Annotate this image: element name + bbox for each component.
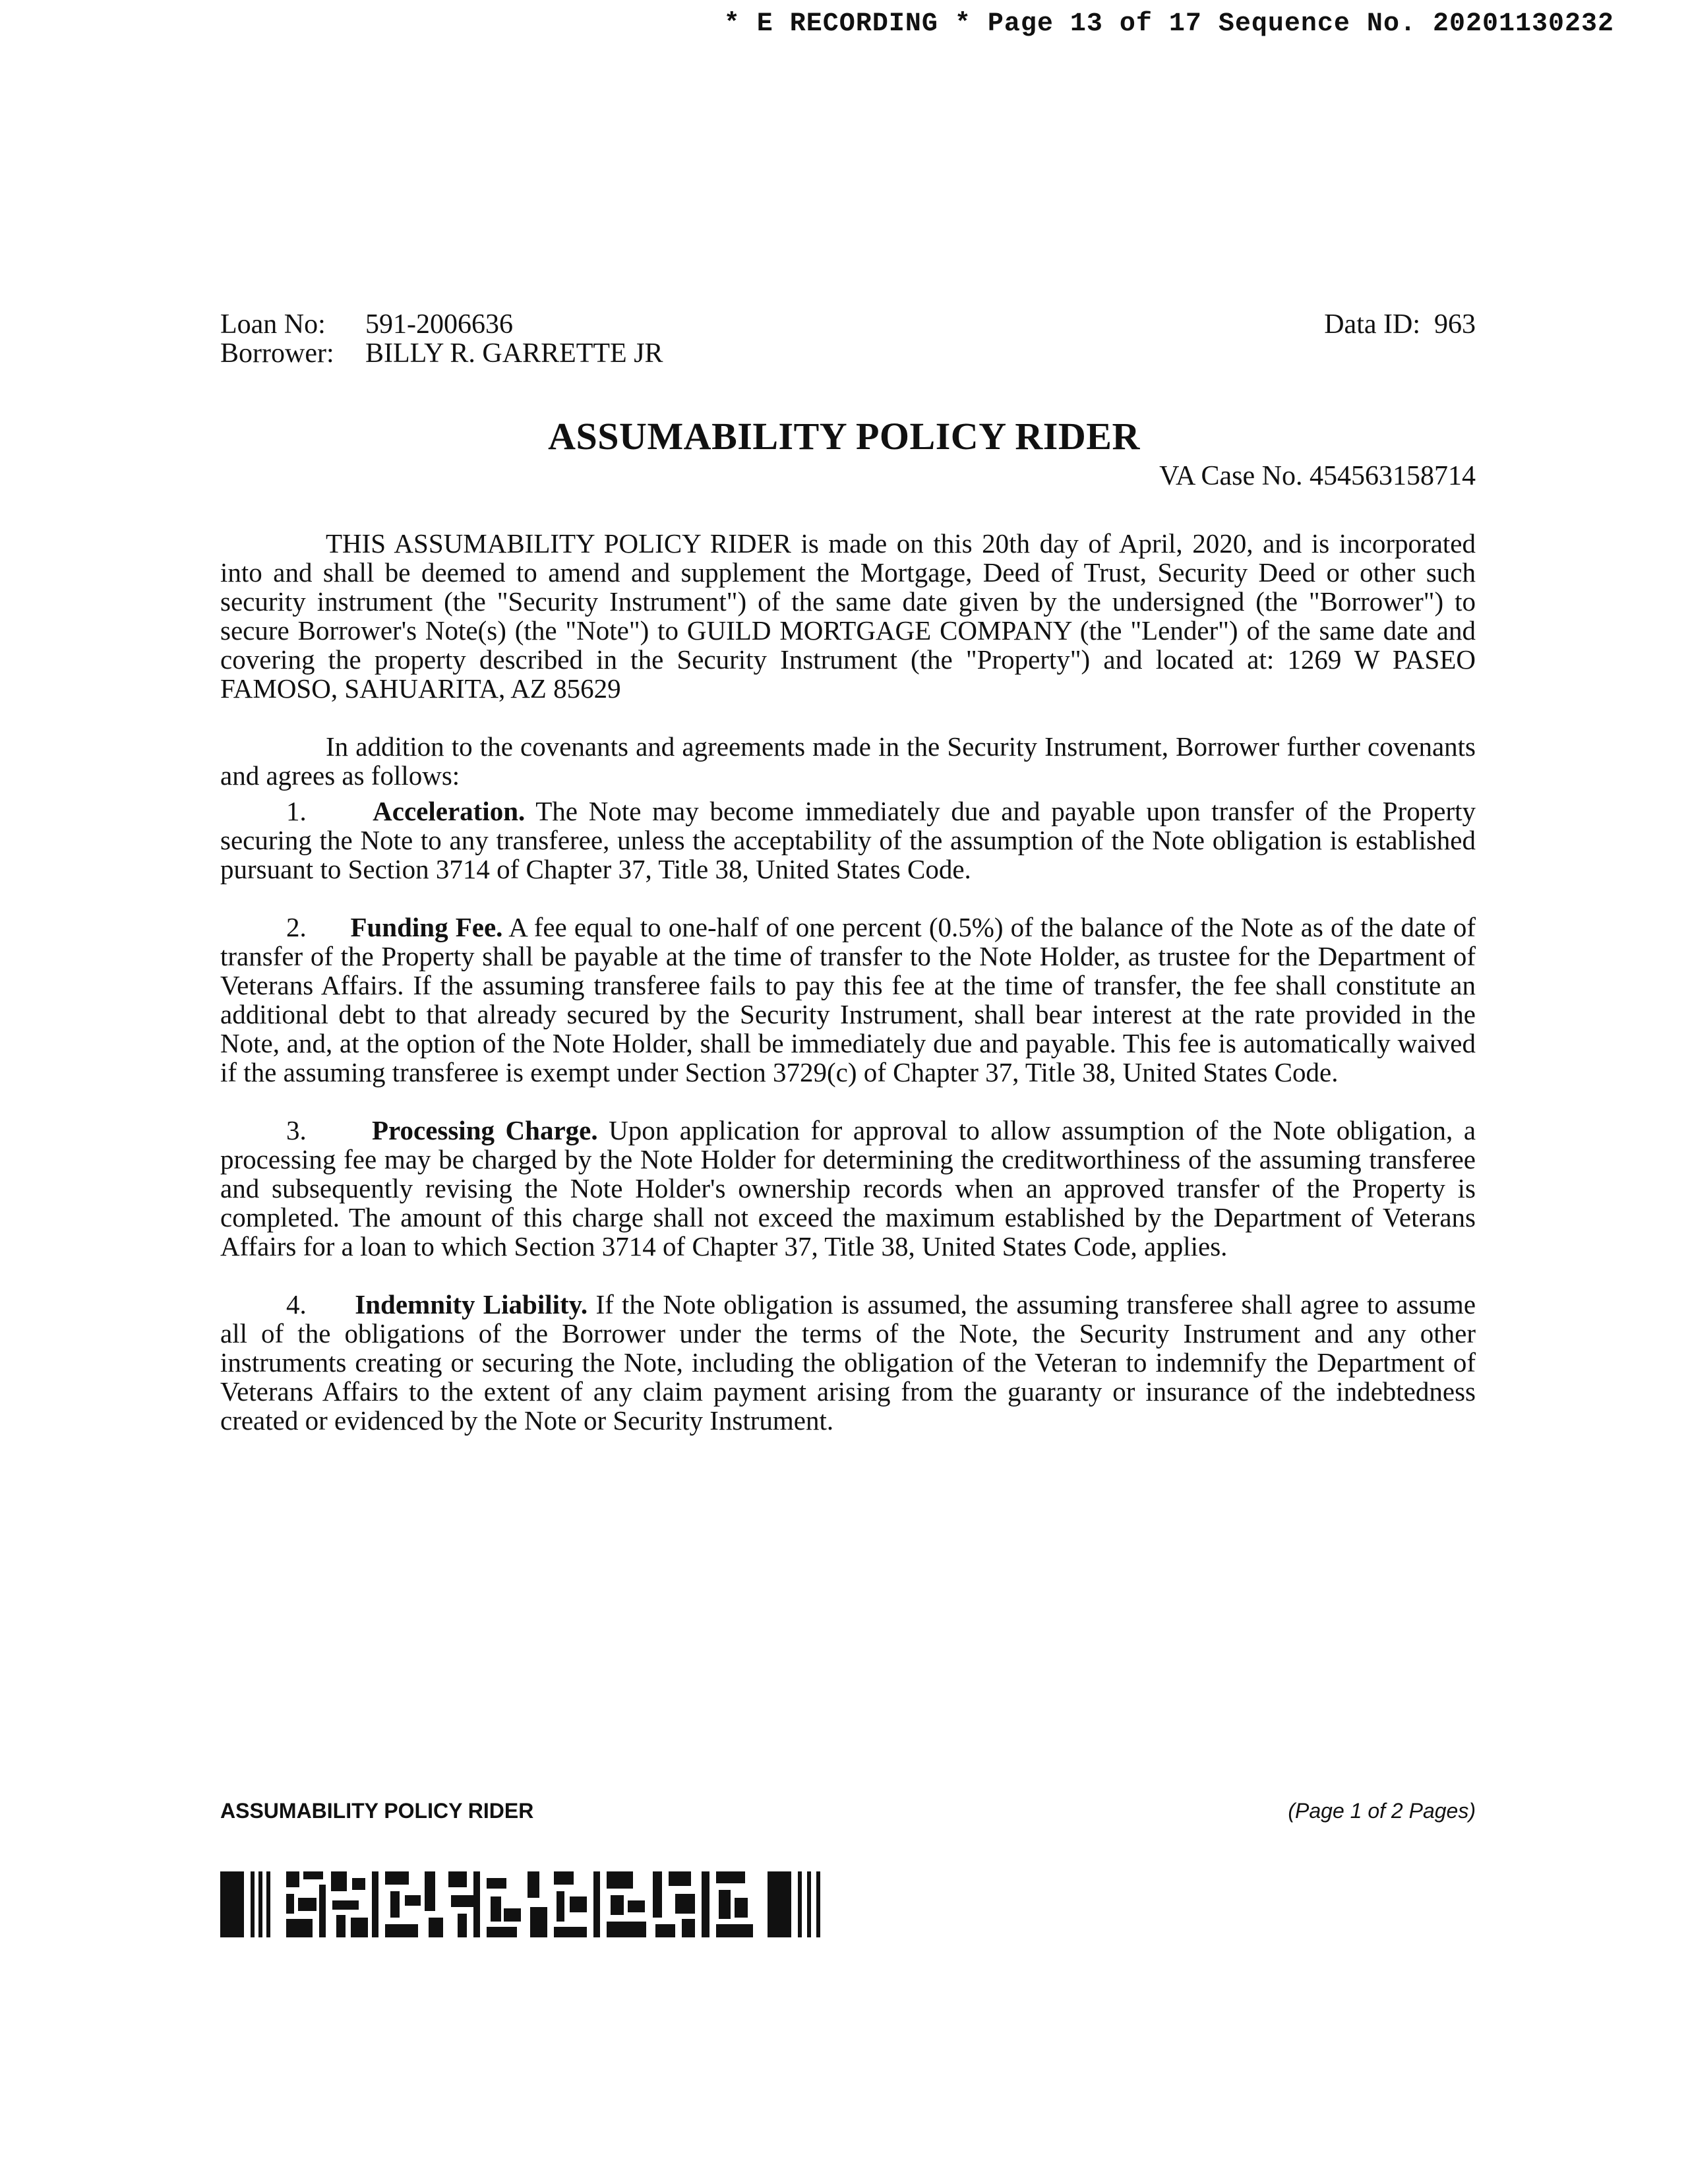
item-title: Processing Charge. xyxy=(372,1115,598,1145)
item-number: 2. xyxy=(286,912,307,942)
item-indemnity-liability xyxy=(220,1290,1476,1435)
item-processing-charge xyxy=(220,1116,1476,1261)
covenants-paragraph: In addition to the covenants and agreements made in the Security Instrument, Borrower further covenants and agrees as follows: xyxy=(220,731,1476,791)
item-number: 3. xyxy=(286,1115,307,1145)
va-case-number: VA Case No. 454563158714 xyxy=(1159,461,1476,491)
barcode xyxy=(220,1871,873,1937)
loan-number-row xyxy=(220,310,663,339)
item-title: Acceleration. xyxy=(373,796,526,826)
borrower-row xyxy=(220,339,663,368)
item-title: Funding Fee. xyxy=(350,912,503,942)
item-text: A fee equal to one-half of one percent (0.5%) of the balance of the Note as of the date of transfer of the Property shall be payable at the time of transfer to the Note Holder, as trustee for the Department of Veterans Affairs. If the assuming transferee fails to pay this fee at the time of transfer, the fee shall constitute an additional debt to that already secured by the Security Instrument, shall bear interest at the rate provided in the Note, and, at the option of the Note Holder, shall be immediately due and payable. This fee is automatically waived if the assuming transferee is exempt under Section 3729(c) of Chapter 37, Title 38, United States Code. xyxy=(220,912,1476,1087)
footer-page-count: (Page 1 of 2 Pages) xyxy=(1288,1799,1476,1823)
item-text: The Note may become immediately due and payable upon transfer of the Property securing the Note to any transferee, unless the acceptability of the assumption of the Note obligation is established pursuant to Section 3714 of Chapter 37, Title 38, United States Code. xyxy=(220,796,1476,884)
data-id-value: 963 xyxy=(1434,309,1476,340)
intro-paragraph: THIS ASSUMABILITY POLICY RIDER is made on this 20th day of April, 2020, and is incorporated into and shall be deemed to amend and supplement the Mortgage, Deed of Trust, Security Deed or other such security instrument (the "Security Instrument") of the same date given by the undersigned (the "Borrower") to secure Borrower's Note(s) (the "Note") to GUILD MORTGAGE COMPANY (the "Lender") of the same date and covering the property described in the Security Instrument (the "Property") and located at: 1269 W PASEO FAMOSO, SAHUARITA, AZ 85629 xyxy=(220,528,1476,704)
item-text: Upon application for approval to allow assumption of the Note obligation, a processing fee may be charged by the Note Holder for determining the creditworthiness of the assuming transferee and subsequently revising the Note Holder's ownership records when an approved transfer of the Property is completed. The amount of this charge shall not exceed the maximum established by the Department of Veterans Affairs for a loan to which Section 3714 of Chapter 37, Title 38, United States Code, applies. xyxy=(220,1115,1476,1261)
footer-form-title: ASSUMABILITY POLICY RIDER xyxy=(220,1799,534,1823)
loan-number-label: Loan No: xyxy=(220,309,326,340)
borrower-name: BILLY R. GARRETTE JR xyxy=(365,338,663,369)
data-id-label: Data ID: xyxy=(1324,309,1420,340)
document-title: ASSUMABILITY POLICY RIDER xyxy=(548,415,1140,458)
loan-number: 591-2006636 xyxy=(365,309,513,340)
recording-header: * E RECORDING * Page 13 of 17 Sequence No. 20201130232 xyxy=(723,9,1614,39)
item-title: Indemnity Liability. xyxy=(355,1289,588,1320)
borrower-label: Borrower: xyxy=(220,338,334,369)
data-id xyxy=(1324,310,1476,339)
loan-info xyxy=(220,310,663,368)
item-text: If the Note obligation is assumed, the assuming transferee shall agree to assume all of the obligations of the Borrower under the terms of the Note, the Security Instrument and any other instruments creating or securing the Note, including the obligation of the Veteran to indemnify the Department of Veterans Affairs to the extent of any claim payment arising from the guaranty or insurance of the indebtedness created or evidenced by the Note or Security Instrument. xyxy=(220,1289,1476,1436)
item-funding-fee xyxy=(220,913,1476,1087)
item-number: 4. xyxy=(286,1289,307,1320)
document-body xyxy=(220,529,1476,1464)
item-number: 1. xyxy=(286,796,307,826)
item-acceleration xyxy=(220,797,1476,884)
